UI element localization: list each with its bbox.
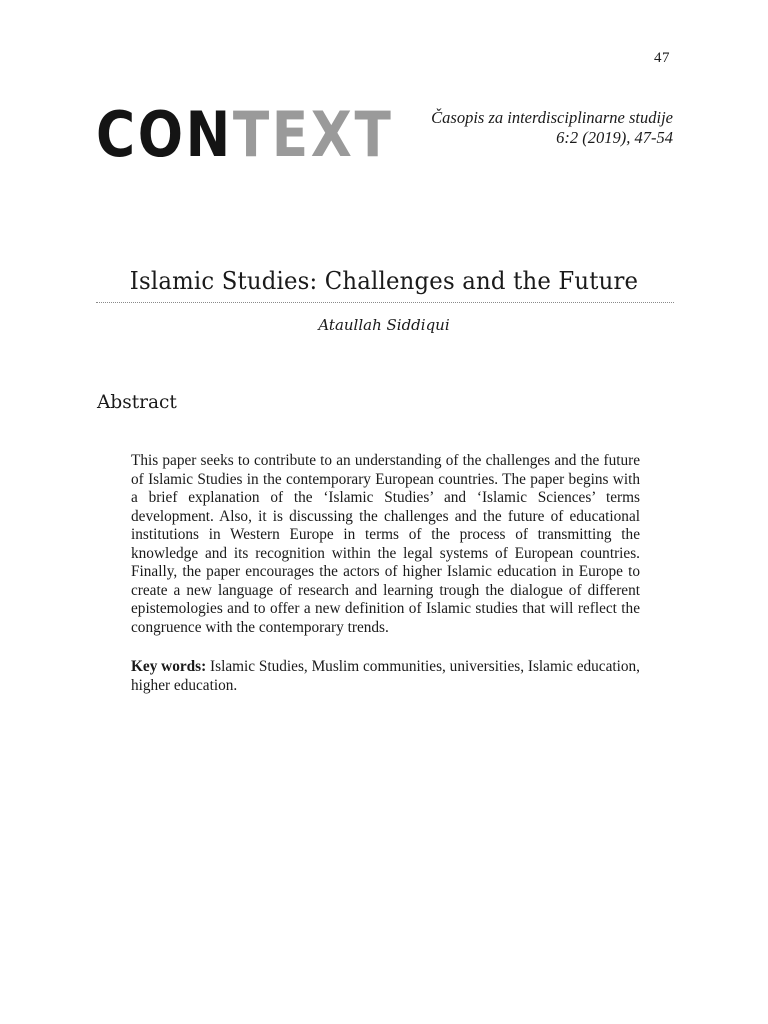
journal-issue: 6:2 (2019), 47-54	[556, 128, 673, 147]
page-number: 47	[654, 50, 670, 66]
keywords-list: Islamic Studies, Muslim communities, universities, Islamic education, higher education.	[131, 658, 640, 694]
logo-part-grey: TEXT	[232, 98, 394, 171]
article-title: Islamic Studies: Challenges and the Future	[129, 266, 639, 295]
journal-logo	[96, 98, 393, 172]
abstract-body: This paper seeks to contribute to an understanding of the challenges and the future of Islamic Studies in the contemporary European countries. The paper begins with a brief explanation of the ‘Islamic Studies’ and ‘Islamic Sciences’ terms development. Also, it is discussing the challenges and the future of educational institutions in Western Europe in terms of the process of transmitting the knowledge and its recognition within the legal systems of European countries. Finally, the paper encourages the actors of higher Islamic education in Europe to create a new language of research and learning trough the dialogue of different epistemologies and to offer a new definition of Islamic studies that will reflect the congruence with the contemporary trends.	[131, 452, 640, 636]
keywords-paragraph	[131, 658, 640, 695]
journal-name: Časopis za interdisciplinarne studije	[431, 108, 673, 127]
keywords-label: Key words:	[131, 658, 207, 675]
journal-info	[431, 108, 673, 148]
article-author: Ataullah Siddiqui	[318, 316, 450, 334]
logo-part-dark: CON	[96, 98, 233, 171]
title-divider	[96, 302, 674, 303]
abstract-heading: Abstract	[97, 392, 177, 413]
